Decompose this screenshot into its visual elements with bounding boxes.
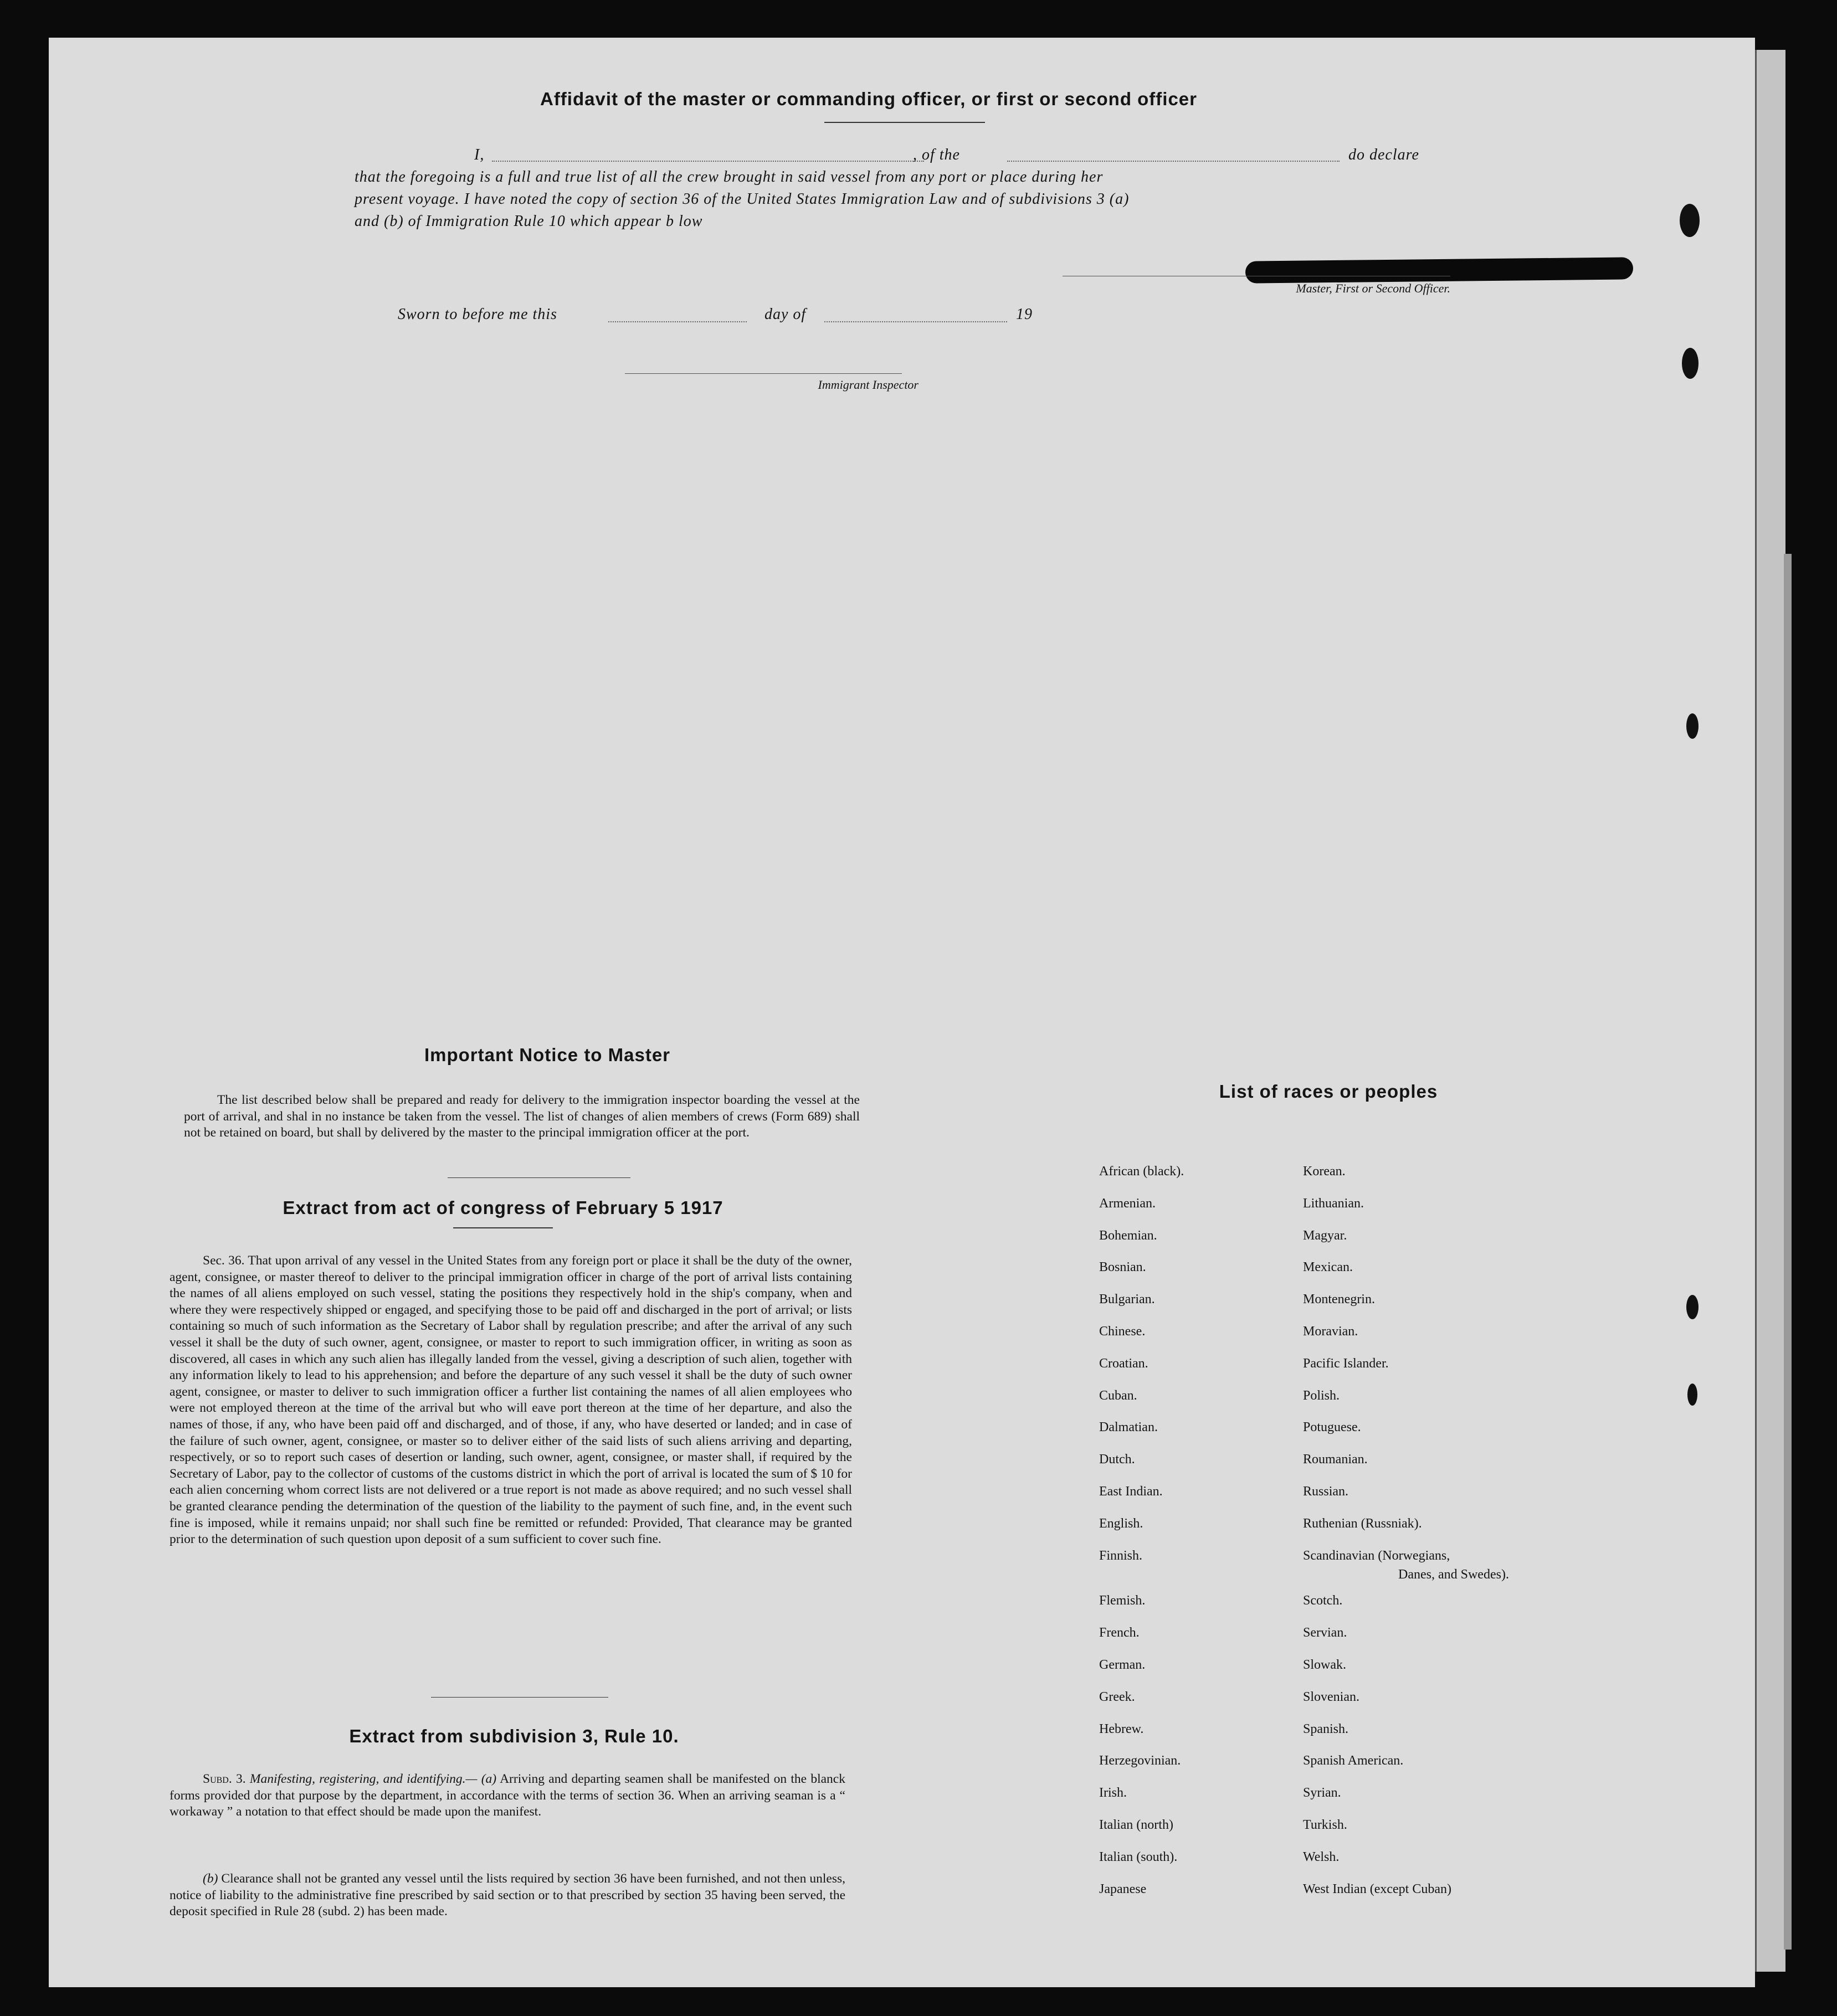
punch-hole xyxy=(1687,1384,1697,1406)
race-right-item: Scandinavian (Norwegians, xyxy=(1303,1549,1450,1563)
race-right-item: Roumanian. xyxy=(1303,1452,1368,1467)
race-right-item: West Indian (except Cuban) xyxy=(1303,1882,1451,1896)
sworn-month-blank xyxy=(824,321,1007,322)
subd-label: Subd. 3. xyxy=(203,1772,246,1786)
race-right-item: Pacific Islander. xyxy=(1303,1356,1389,1371)
race-left-item: Dalmatian. xyxy=(1099,1420,1158,1434)
race-left-item: Japanese xyxy=(1099,1882,1147,1896)
extract-divider xyxy=(431,1697,608,1698)
race-right-item: Ruthenian (Russniak). xyxy=(1303,1516,1422,1531)
race-left-item: Irish. xyxy=(1099,1786,1127,1800)
race-left-item: Greek. xyxy=(1099,1690,1135,1704)
race-left-item: Croatian. xyxy=(1099,1356,1148,1371)
race-left-item: Italian (north) xyxy=(1099,1818,1173,1832)
extract-act-title: Extract from act of congress of February 5 1917 xyxy=(283,1197,723,1218)
extract-act-underline xyxy=(453,1227,553,1228)
race-left-item: Herzegovinian. xyxy=(1099,1753,1181,1768)
race-left-item: Italian (south). xyxy=(1099,1850,1178,1864)
name-blank xyxy=(492,161,924,162)
race-right-item: Potuguese. xyxy=(1303,1420,1361,1434)
race-left-item: Flemish. xyxy=(1099,1593,1146,1608)
subd-b-text: Clearance shall not be granted any vessel until the lists required by section 36 have been furnished, and not then unless, notice of liability to the administrative fine prescribed by said section or to that prescribed by section 35 having been served, the deposit specified in Rule 28 (subd. 2) has been made. xyxy=(170,1871,845,1919)
races-title: List of races or peoples xyxy=(1219,1081,1438,1102)
title-underline xyxy=(824,122,985,123)
race-right-item: Slovenian. xyxy=(1303,1690,1359,1704)
race-left-item: Finnish. xyxy=(1099,1549,1143,1563)
race-right-item: Moravian. xyxy=(1303,1324,1358,1339)
race-right-item: Mexican. xyxy=(1303,1260,1353,1274)
race-right-item: Scotch. xyxy=(1303,1593,1343,1608)
subd-a-text: Arriving and departing seamen shall be manifested on the blanck forms provided dor that purpose by the department, in accordance with the terms of section 36. When an arriving seaman is a “ workaway ” a notation to that effect should be made upon the manifest. xyxy=(170,1772,845,1819)
notice-title: Important Notice to Master xyxy=(424,1045,671,1065)
day-of-text: day of xyxy=(764,306,807,323)
race-right-item: Korean. xyxy=(1303,1164,1346,1179)
race-right-item: Welsh. xyxy=(1303,1850,1340,1864)
year-text: 19 xyxy=(1016,306,1033,323)
race-left-item: English. xyxy=(1099,1516,1143,1531)
redaction-mark xyxy=(1245,257,1633,283)
race-left-item: Cuban. xyxy=(1099,1388,1137,1403)
race-left-item: Chinese. xyxy=(1099,1324,1146,1339)
race-left-item: Bosnian. xyxy=(1099,1260,1146,1274)
inspector-label: Immigrant Inspector xyxy=(818,378,918,392)
race-right-item: Polish. xyxy=(1303,1388,1340,1403)
race-right-item: Russian. xyxy=(1303,1484,1349,1499)
race-right-item: Servian. xyxy=(1303,1626,1347,1640)
affidavit-declare: do declare xyxy=(1348,146,1419,163)
race-right-item: Spanish American. xyxy=(1303,1753,1404,1768)
notice-divider xyxy=(448,1177,630,1178)
affidavit-of-the: , of the xyxy=(913,146,960,163)
race-left-item: Armenian. xyxy=(1099,1196,1156,1211)
affidavit-line-3: present voyage. I have noted the copy of section 36 of the United States Immigration Law and of subdivisions 3 (a) xyxy=(355,191,1130,208)
affidavit-title: Affidavit of the master or commanding officer, or first or second officer xyxy=(540,89,1197,109)
extract-rule-para-1 xyxy=(170,1771,845,1820)
document-page xyxy=(49,38,1755,1987)
race-left-item: Bohemian. xyxy=(1099,1228,1157,1243)
race-left-item: African (black). xyxy=(1099,1164,1184,1179)
extract-act-text: Sec. 36. That upon arrival of any vessel in the United States from any foreign port or place it shall be the duty of the owner, agent, consignee, or master thereof to deliver to the principal immigration officer in charge of the port of arrival lists containing the names of all aliens employed on such vessel, stating the positions they respectively hold in the ship's company, when and where they were respectively shipped or engaged, and specifying those to be paid off and discharged in the port of arrival; or lists containing so much of such information as the Secretary of Labor shall by regulation prescribe; and after the arrival of any such vessel it shall be the duty of such owner, agent, consignee, or master to report to such immigration officer, in writing as soon as discovered, all cases in which any such alien has illegally landed from the vessel, giving a description of such alien, together with any information likely to lead to his apprehension; and before the departure of any such vessel it shall be the duty of such owner agent, consignee, or master to deliver to such immigration officer a further list containing the names of all alien employees who were not employed thereon at the time of the arrival but who will eave port thereon at the time of her departure, and also the names of those, if any, who have been paid off and discharged, and of those, if any, who have deserted or landed; and in case of the failure of such owner, agent, consignee, or master so to deliver either of the said lists of such aliens arriving and departing, respectively, or so to report such cases of desertion or landing, such owner, agent, consignee, or master shall, if required by the Secretary of Labor, pay to the collector of customs of the customs district in which the port of arrival is located the sum of $ 10 for each alien concerning whom correct lists are not delivered or a true report is not made as above required; and no such vessel shall be granted clearance pending the determination of the question of the liability to the payment of such fine, and, in the event such fine is imposed, while it remains unpaid; nor shall such fine be remitted or refunded: Provided, That clearance may be granted prior to the determination of such question upon deposit of a sum sufficient to cover such fine. xyxy=(170,1253,852,1547)
extract-rule-para-2 xyxy=(170,1871,845,1920)
subd-heading: Manifesting, registering, and identifying.— (a) xyxy=(249,1772,497,1786)
race-scandinavian-cont: Danes, and Swedes). xyxy=(1398,1567,1509,1582)
punch-hole xyxy=(1686,713,1699,739)
punch-hole xyxy=(1680,204,1700,237)
inspector-line xyxy=(625,373,902,374)
punch-hole xyxy=(1686,1295,1699,1319)
page-edge-shadow xyxy=(1784,554,1792,1950)
race-left-item: East Indian. xyxy=(1099,1484,1163,1499)
race-right-item: Lithuanian. xyxy=(1303,1196,1364,1211)
race-right-item: Turkish. xyxy=(1303,1818,1347,1832)
race-left-item: French. xyxy=(1099,1626,1140,1640)
subd-b-label: (b) xyxy=(203,1871,218,1886)
race-right-item: Slowak. xyxy=(1303,1658,1346,1672)
signature-label: Master, First or Second Officer. xyxy=(1296,281,1450,295)
affidavit-line-4: and (b) of Immigration Rule 10 which appear b low xyxy=(355,213,703,230)
race-left-item: Bulgarian. xyxy=(1099,1292,1155,1307)
sworn-text: Sworn to before me this xyxy=(398,306,557,323)
vessel-blank xyxy=(1007,161,1340,162)
race-left-item: German. xyxy=(1099,1658,1146,1672)
affidavit-line-2: that the foregoing is a full and true list of all the crew brought in said vessel from any port or place during her xyxy=(355,168,1104,186)
race-right-item: Montenegrin. xyxy=(1303,1292,1375,1307)
affidavit-i: I, xyxy=(474,146,485,163)
race-right-item: Spanish. xyxy=(1303,1722,1349,1736)
page-edge xyxy=(1755,50,1785,1972)
punch-hole xyxy=(1682,348,1699,379)
race-right-item: Syrian. xyxy=(1303,1786,1341,1800)
race-left-item: Dutch. xyxy=(1099,1452,1135,1467)
notice-text: The list described below shall be prepared and ready for delivery to the immigration inspector boarding the vessel at the port of arrival, and shal in no instance be taken from the vessel. The list of changes of alien members of crews (Form 689) shall not be retained on board, but shall by delivered by the master to the principal immigration officer at the port. xyxy=(184,1093,860,1140)
extract-rule-title: Extract from subdivision 3, Rule 10. xyxy=(349,1726,679,1746)
race-right-item: Magyar. xyxy=(1303,1228,1347,1243)
race-left-item: Hebrew. xyxy=(1099,1722,1144,1736)
sworn-day-blank xyxy=(608,321,747,322)
